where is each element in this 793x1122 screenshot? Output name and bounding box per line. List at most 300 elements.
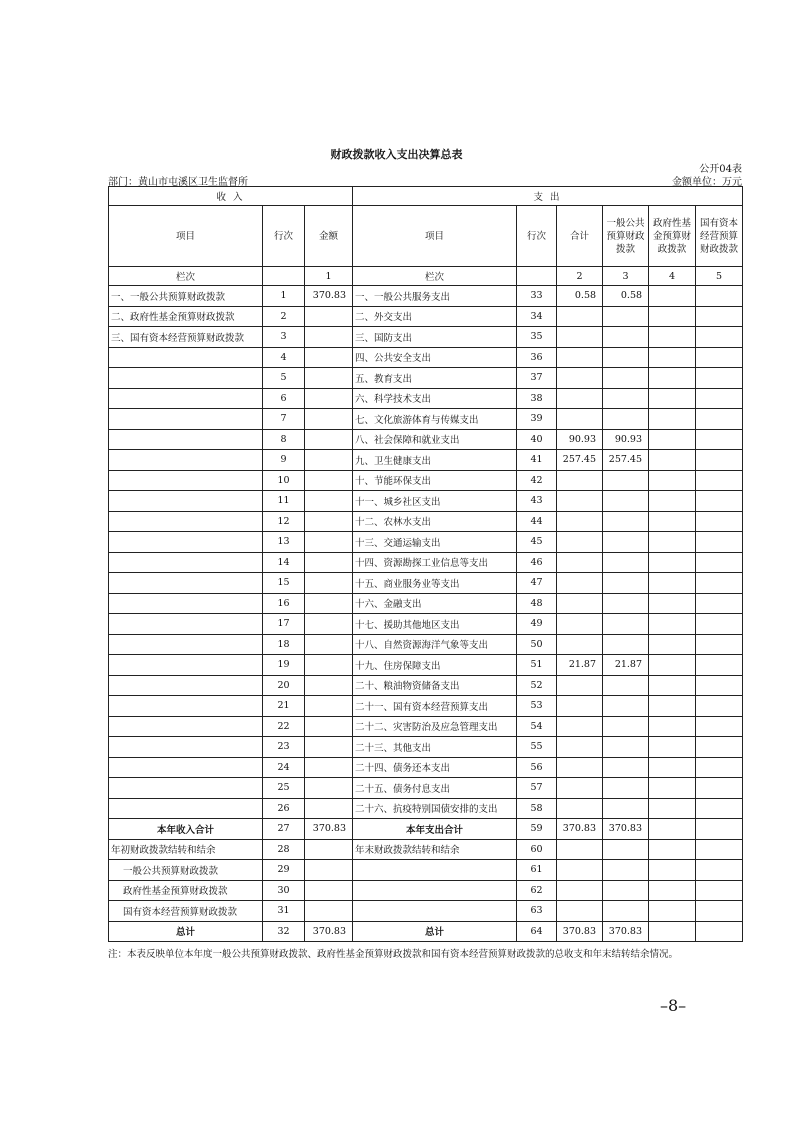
income-item bbox=[109, 470, 263, 491]
expense-row-no: 48 bbox=[517, 593, 557, 614]
expense-total bbox=[557, 470, 603, 491]
expense-row-no: 60 bbox=[517, 839, 557, 860]
expense-total bbox=[557, 327, 603, 348]
expense-row-no: 59 bbox=[517, 819, 557, 840]
expense-state bbox=[696, 655, 743, 676]
table-row bbox=[109, 757, 743, 778]
expense-total bbox=[557, 696, 603, 717]
expense-state bbox=[696, 347, 743, 368]
expense-state bbox=[696, 839, 743, 860]
report-title: 财政拨款收入支出决算总表 bbox=[330, 148, 463, 161]
expense-row-no: 62 bbox=[517, 880, 557, 901]
income-row-no: 22 bbox=[263, 716, 305, 737]
income-amount bbox=[305, 675, 353, 696]
expense-total bbox=[557, 737, 603, 758]
income-amount bbox=[305, 388, 353, 409]
expense-item: 十六、金融支出 bbox=[353, 593, 517, 614]
expense-general bbox=[603, 839, 649, 860]
income-row-no: 29 bbox=[263, 860, 305, 881]
income-row-no: 3 bbox=[263, 327, 305, 348]
expense-item: 三、国防支出 bbox=[353, 327, 517, 348]
expense-item: 四、公共安全支出 bbox=[353, 347, 517, 368]
expense-state bbox=[696, 388, 743, 409]
expense-item: 九、卫生健康支出 bbox=[353, 450, 517, 471]
expense-row-no: 55 bbox=[517, 737, 557, 758]
expense-total bbox=[557, 716, 603, 737]
income-amount bbox=[305, 450, 353, 471]
income-row-no: 4 bbox=[263, 347, 305, 368]
income-item bbox=[109, 675, 263, 696]
income-row-no: 11 bbox=[263, 491, 305, 512]
income-amount bbox=[305, 716, 353, 737]
expense-item: 二、外交支出 bbox=[353, 306, 517, 327]
expense-state bbox=[696, 368, 743, 389]
page-number: –8– bbox=[660, 996, 687, 1015]
expense-fund bbox=[649, 552, 696, 573]
table-row bbox=[109, 839, 743, 860]
income-row-no: 9 bbox=[263, 450, 305, 471]
expense-general bbox=[603, 327, 649, 348]
expense-general: 0.58 bbox=[603, 286, 649, 307]
expense-row-no: 52 bbox=[517, 675, 557, 696]
income-item bbox=[109, 347, 263, 368]
expense-general bbox=[603, 573, 649, 594]
lan-label-income: 栏次 bbox=[109, 267, 263, 286]
table-row bbox=[109, 368, 743, 389]
expense-row-no: 53 bbox=[517, 696, 557, 717]
expense-item: 一、一般公共服务支出 bbox=[353, 286, 517, 307]
expense-fund bbox=[649, 901, 696, 922]
income-item bbox=[109, 757, 263, 778]
expense-total bbox=[557, 347, 603, 368]
income-row-no: 17 bbox=[263, 614, 305, 635]
table-row bbox=[109, 675, 743, 696]
expense-row-no: 57 bbox=[517, 778, 557, 799]
income-row-no: 13 bbox=[263, 532, 305, 553]
income-amount bbox=[305, 614, 353, 635]
expense-fund bbox=[649, 860, 696, 881]
expense-general bbox=[603, 614, 649, 635]
income-amount bbox=[305, 409, 353, 430]
expense-row-no: 46 bbox=[517, 552, 557, 573]
expense-total bbox=[557, 593, 603, 614]
expense-state bbox=[696, 860, 743, 881]
expense-general bbox=[603, 347, 649, 368]
lan-1: 1 bbox=[305, 267, 353, 286]
expense-general: 21.87 bbox=[603, 655, 649, 676]
expense-total bbox=[557, 901, 603, 922]
income-item bbox=[109, 614, 263, 635]
expense-fund bbox=[649, 675, 696, 696]
expense-row-no: 47 bbox=[517, 573, 557, 594]
expense-item: 总计 bbox=[353, 921, 517, 942]
expense-total bbox=[557, 757, 603, 778]
expense-total bbox=[557, 306, 603, 327]
expense-item: 本年支出合计 bbox=[353, 819, 517, 840]
expense-general bbox=[603, 470, 649, 491]
income-row-no: 7 bbox=[263, 409, 305, 430]
table-row bbox=[109, 327, 743, 348]
expense-row-no: 51 bbox=[517, 655, 557, 676]
income-row-no: 6 bbox=[263, 388, 305, 409]
expense-total bbox=[557, 409, 603, 430]
expense-fund bbox=[649, 614, 696, 635]
col-income-row-no: 行次 bbox=[263, 206, 305, 267]
income-amount bbox=[305, 306, 353, 327]
table-row bbox=[109, 634, 743, 655]
table-row bbox=[109, 880, 743, 901]
income-amount bbox=[305, 901, 353, 922]
income-amount bbox=[305, 347, 353, 368]
expense-item: 二十四、债务还本支出 bbox=[353, 757, 517, 778]
expense-total bbox=[557, 778, 603, 799]
table-row bbox=[109, 470, 743, 491]
income-amount bbox=[305, 798, 353, 819]
expense-item bbox=[353, 880, 517, 901]
expense-item: 七、文化旅游体育与传媒支出 bbox=[353, 409, 517, 430]
expense-general bbox=[603, 306, 649, 327]
expense-fund bbox=[649, 306, 696, 327]
income-row-no: 12 bbox=[263, 511, 305, 532]
expense-state bbox=[696, 327, 743, 348]
expense-state bbox=[696, 573, 743, 594]
expense-row-no: 34 bbox=[517, 306, 557, 327]
lan-5: 5 bbox=[696, 267, 743, 286]
expense-state bbox=[696, 921, 743, 942]
income-amount: 370.83 bbox=[305, 819, 353, 840]
expense-state bbox=[696, 819, 743, 840]
income-item bbox=[109, 511, 263, 532]
expense-fund bbox=[649, 409, 696, 430]
income-amount bbox=[305, 368, 353, 389]
expense-general bbox=[603, 552, 649, 573]
expense-row-no: 33 bbox=[517, 286, 557, 307]
budget-table bbox=[108, 186, 743, 942]
income-item bbox=[109, 634, 263, 655]
expense-item: 十、节能环保支出 bbox=[353, 470, 517, 491]
table-row bbox=[109, 409, 743, 430]
income-row-no: 14 bbox=[263, 552, 305, 573]
expense-row-no: 61 bbox=[517, 860, 557, 881]
income-amount bbox=[305, 470, 353, 491]
expense-row-no: 63 bbox=[517, 901, 557, 922]
expense-total: 257.45 bbox=[557, 450, 603, 471]
expense-fund bbox=[649, 573, 696, 594]
income-section-header: 收 入 bbox=[109, 187, 353, 206]
expense-total bbox=[557, 511, 603, 532]
expense-state bbox=[696, 757, 743, 778]
income-row-no: 27 bbox=[263, 819, 305, 840]
income-item bbox=[109, 573, 263, 594]
income-item: 二、政府性基金预算财政拨款 bbox=[109, 306, 263, 327]
expense-item: 五、教育支出 bbox=[353, 368, 517, 389]
expense-total: 0.58 bbox=[557, 286, 603, 307]
income-row-no: 8 bbox=[263, 429, 305, 450]
expense-total bbox=[557, 388, 603, 409]
table-row bbox=[109, 819, 743, 840]
income-row-no: 20 bbox=[263, 675, 305, 696]
lan-2: 2 bbox=[557, 267, 603, 286]
col-expense-total: 合计 bbox=[557, 206, 603, 267]
income-item bbox=[109, 552, 263, 573]
expense-fund bbox=[649, 450, 696, 471]
income-item bbox=[109, 450, 263, 471]
income-row-no: 31 bbox=[263, 901, 305, 922]
expense-fund bbox=[649, 286, 696, 307]
income-row-no: 28 bbox=[263, 839, 305, 860]
table-row bbox=[109, 429, 743, 450]
income-amount bbox=[305, 778, 353, 799]
expense-row-no: 45 bbox=[517, 532, 557, 553]
income-amount bbox=[305, 880, 353, 901]
expense-item: 六、科学技术支出 bbox=[353, 388, 517, 409]
col-income-item: 项目 bbox=[109, 206, 263, 267]
expense-row-no: 38 bbox=[517, 388, 557, 409]
expense-fund bbox=[649, 757, 696, 778]
table-row bbox=[109, 450, 743, 471]
expense-fund bbox=[649, 388, 696, 409]
income-row-no: 26 bbox=[263, 798, 305, 819]
expense-general bbox=[603, 860, 649, 881]
income-amount bbox=[305, 634, 353, 655]
expense-total bbox=[557, 532, 603, 553]
expense-item: 二十六、抗疫特别国债安排的支出 bbox=[353, 798, 517, 819]
expense-item: 二十五、债务付息支出 bbox=[353, 778, 517, 799]
expense-row-no: 37 bbox=[517, 368, 557, 389]
income-item bbox=[109, 778, 263, 799]
table-row bbox=[109, 286, 743, 307]
table-row bbox=[109, 901, 743, 922]
expense-state bbox=[696, 675, 743, 696]
expense-item: 二十二、灾害防治及应急管理支出 bbox=[353, 716, 517, 737]
income-amount bbox=[305, 860, 353, 881]
expense-general bbox=[603, 880, 649, 901]
expense-state bbox=[696, 409, 743, 430]
expense-state bbox=[696, 737, 743, 758]
table-row bbox=[109, 860, 743, 881]
department-label: 部门：黄山市屯溪区卫生监督所 bbox=[108, 177, 248, 188]
income-item bbox=[109, 737, 263, 758]
expense-total bbox=[557, 675, 603, 696]
income-item bbox=[109, 429, 263, 450]
expense-state bbox=[696, 778, 743, 799]
expense-item: 十三、交通运输支出 bbox=[353, 532, 517, 553]
table-row bbox=[109, 532, 743, 553]
table-row bbox=[109, 573, 743, 594]
income-amount bbox=[305, 839, 353, 860]
expense-total bbox=[557, 880, 603, 901]
table-row bbox=[109, 921, 743, 942]
table-row bbox=[109, 511, 743, 532]
expense-item: 八、社会保障和就业支出 bbox=[353, 429, 517, 450]
expense-fund bbox=[649, 347, 696, 368]
expense-total bbox=[557, 552, 603, 573]
expense-item: 十九、住房保障支出 bbox=[353, 655, 517, 676]
income-row-no: 16 bbox=[263, 593, 305, 614]
expense-fund bbox=[649, 819, 696, 840]
expense-general bbox=[603, 798, 649, 819]
expense-general: 257.45 bbox=[603, 450, 649, 471]
table-row bbox=[109, 778, 743, 799]
expense-row-no: 64 bbox=[517, 921, 557, 942]
expense-state bbox=[696, 491, 743, 512]
expense-item: 十八、自然资源海洋气象等支出 bbox=[353, 634, 517, 655]
expense-general bbox=[603, 716, 649, 737]
table-row bbox=[109, 737, 743, 758]
income-row-no: 18 bbox=[263, 634, 305, 655]
income-amount bbox=[305, 573, 353, 594]
income-row-no: 2 bbox=[263, 306, 305, 327]
income-row-no: 5 bbox=[263, 368, 305, 389]
expense-general bbox=[603, 778, 649, 799]
income-item: 一般公共预算财政拨款 bbox=[109, 860, 263, 881]
expense-general bbox=[603, 757, 649, 778]
table-row bbox=[109, 716, 743, 737]
income-amount bbox=[305, 696, 353, 717]
income-row-no: 25 bbox=[263, 778, 305, 799]
income-item: 一、一般公共预算财政拨款 bbox=[109, 286, 263, 307]
income-item bbox=[109, 655, 263, 676]
expense-general: 370.83 bbox=[603, 921, 649, 942]
expense-row-no: 41 bbox=[517, 450, 557, 471]
income-item: 三、国有资本经营预算财政拨款 bbox=[109, 327, 263, 348]
income-row-no: 24 bbox=[263, 757, 305, 778]
expense-general bbox=[603, 409, 649, 430]
income-item bbox=[109, 716, 263, 737]
income-item: 总计 bbox=[109, 921, 263, 942]
income-item bbox=[109, 368, 263, 389]
expense-state bbox=[696, 593, 743, 614]
expense-total: 370.83 bbox=[557, 819, 603, 840]
expense-state bbox=[696, 429, 743, 450]
expense-row-no: 44 bbox=[517, 511, 557, 532]
expense-total bbox=[557, 573, 603, 594]
expense-fund bbox=[649, 798, 696, 819]
expense-general bbox=[603, 532, 649, 553]
lan-4: 4 bbox=[649, 267, 696, 286]
expense-fund bbox=[649, 593, 696, 614]
expense-row-no: 50 bbox=[517, 634, 557, 655]
expense-item: 二十一、国有资本经营预算支出 bbox=[353, 696, 517, 717]
income-item: 本年收入合计 bbox=[109, 819, 263, 840]
expense-general bbox=[603, 634, 649, 655]
expense-total bbox=[557, 839, 603, 860]
col-expense-row-no: 行次 bbox=[517, 206, 557, 267]
expense-general bbox=[603, 737, 649, 758]
expense-item: 十四、资源勘探工业信息等支出 bbox=[353, 552, 517, 573]
expense-item: 二十三、其他支出 bbox=[353, 737, 517, 758]
expense-state bbox=[696, 614, 743, 635]
col-expense-state: 国有资本经营预算财政拨款 bbox=[696, 206, 743, 267]
expense-state bbox=[696, 511, 743, 532]
expense-item bbox=[353, 860, 517, 881]
expense-total: 370.83 bbox=[557, 921, 603, 942]
expense-fund bbox=[649, 532, 696, 553]
table-row bbox=[109, 655, 743, 676]
income-amount bbox=[305, 737, 353, 758]
expense-state bbox=[696, 306, 743, 327]
income-row-no: 10 bbox=[263, 470, 305, 491]
lan-empty bbox=[263, 267, 305, 286]
income-row-no: 1 bbox=[263, 286, 305, 307]
income-item: 年初财政拨款结转和结余 bbox=[109, 839, 263, 860]
expense-fund bbox=[649, 655, 696, 676]
table-row bbox=[109, 388, 743, 409]
table-row bbox=[109, 306, 743, 327]
expense-general bbox=[603, 511, 649, 532]
col-expense-item: 项目 bbox=[353, 206, 517, 267]
income-amount: 370.83 bbox=[305, 286, 353, 307]
expense-state bbox=[696, 696, 743, 717]
expense-section-header: 支 出 bbox=[353, 187, 743, 206]
expense-total bbox=[557, 634, 603, 655]
expense-total bbox=[557, 860, 603, 881]
income-row-no: 21 bbox=[263, 696, 305, 717]
income-amount bbox=[305, 655, 353, 676]
expense-row-no: 43 bbox=[517, 491, 557, 512]
table-row bbox=[109, 593, 743, 614]
expense-item: 十一、城乡社区支出 bbox=[353, 491, 517, 512]
expense-general bbox=[603, 593, 649, 614]
income-item bbox=[109, 532, 263, 553]
income-amount bbox=[305, 552, 353, 573]
expense-row-no: 39 bbox=[517, 409, 557, 430]
expense-general bbox=[603, 368, 649, 389]
income-item bbox=[109, 593, 263, 614]
expense-fund bbox=[649, 737, 696, 758]
expense-general bbox=[603, 675, 649, 696]
income-amount bbox=[305, 532, 353, 553]
expense-state bbox=[696, 716, 743, 737]
expense-state bbox=[696, 552, 743, 573]
income-amount bbox=[305, 429, 353, 450]
income-row-no: 15 bbox=[263, 573, 305, 594]
expense-item: 十七、援助其他地区支出 bbox=[353, 614, 517, 635]
expense-total: 21.87 bbox=[557, 655, 603, 676]
expense-row-no: 49 bbox=[517, 614, 557, 635]
expense-row-no: 36 bbox=[517, 347, 557, 368]
expense-fund bbox=[649, 696, 696, 717]
expense-general bbox=[603, 388, 649, 409]
expense-state bbox=[696, 901, 743, 922]
footnote: 注：本表反映单位本年度一般公共预算财政拨款、政府性基金预算财政拨款和国有资本经营预算财政拨款的总收支和年末结转结余情况。 bbox=[108, 949, 679, 960]
expense-general bbox=[603, 696, 649, 717]
income-row-no: 32 bbox=[263, 921, 305, 942]
expense-general: 370.83 bbox=[603, 819, 649, 840]
expense-total bbox=[557, 614, 603, 635]
expense-state bbox=[696, 450, 743, 471]
income-row-no: 23 bbox=[263, 737, 305, 758]
expense-fund bbox=[649, 778, 696, 799]
table-row bbox=[109, 347, 743, 368]
income-amount bbox=[305, 511, 353, 532]
table-row bbox=[109, 614, 743, 635]
expense-row-no: 35 bbox=[517, 327, 557, 348]
expense-general: 90.93 bbox=[603, 429, 649, 450]
expense-total bbox=[557, 798, 603, 819]
expense-fund bbox=[649, 634, 696, 655]
income-row-no: 30 bbox=[263, 880, 305, 901]
income-amount bbox=[305, 491, 353, 512]
lan-label-expense: 栏次 bbox=[353, 267, 517, 286]
unit-label: 金额单位：万元 bbox=[672, 177, 742, 188]
expense-fund bbox=[649, 921, 696, 942]
income-amount bbox=[305, 593, 353, 614]
col-expense-fund: 政府性基金预算财政拨款 bbox=[649, 206, 696, 267]
expense-fund bbox=[649, 880, 696, 901]
expense-item: 十二、农林水支出 bbox=[353, 511, 517, 532]
expense-fund bbox=[649, 491, 696, 512]
